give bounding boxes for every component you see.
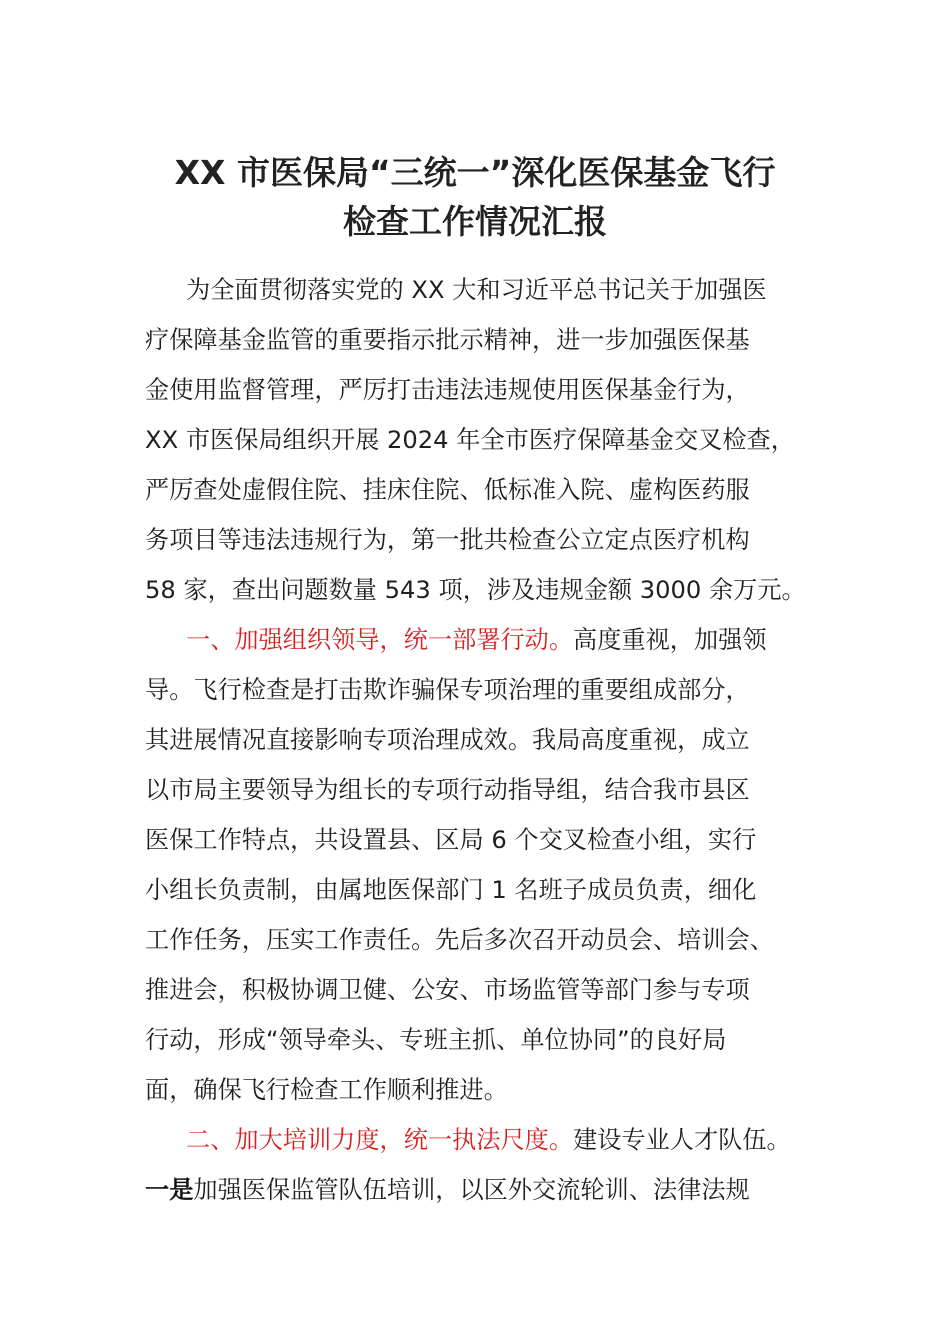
section1-line-6: 小组长负责制，由属地医保部门 1 名班子成员负责，细化	[145, 876, 757, 904]
intro-line-2: 疗保障基金监管的重要指示批示精神，进一步加强医保基	[145, 326, 750, 354]
intro-line-4: XX 市医保局组织开展 2024 年全市医疗保障基金交叉检查，	[145, 426, 795, 454]
section2-point-one-label: 一是	[145, 1176, 194, 1204]
section1-line-10: 面，确保飞行检查工作顺利推进。	[145, 1076, 508, 1104]
intro-line-1: 为全面贯彻落实党的 XX 大和习近平总书记关于加强医	[186, 276, 767, 304]
section1-line-9: 行动，形成“领导牵头、专班主抓、单位协同”的良好局	[145, 1026, 727, 1054]
intro-line-3: 金使用监督管理，严厉打击违法违规使用医保基金行为，	[145, 376, 750, 404]
section1-line-8: 推进会，积极协调卫健、公安、市场监管等部门参与专项	[145, 976, 750, 1004]
section2-first-line	[186, 1115, 791, 1165]
section1-heading: 一、加强组织领导，统一部署行动。	[186, 626, 574, 654]
section1-line-5: 医保工作特点，共设置县、区局 6 个交叉检查小组，实行	[145, 826, 757, 854]
section2-line-2-text: 加强医保监管队伍培训，以区外交流轮训、法律法规	[193, 1176, 750, 1204]
intro-line-7: 58 家，查出问题数量 543 项，涉及违规金额 3000 余万元。	[145, 576, 806, 604]
section2-first-line-text: 建设专业人才队伍。	[573, 1126, 791, 1154]
section2-heading: 二、加大培训力度，统一执法尺度。	[186, 1126, 574, 1154]
intro-line-5: 严厉查处虚假住院、挂床住院、低标准入院、虚构医药服	[145, 476, 750, 504]
section1-first-line	[186, 615, 767, 665]
section2-line-2	[145, 1165, 750, 1215]
document-title-line-1: XX 市医保局“三统一”深化医保基金飞行	[174, 153, 776, 192]
intro-line-6: 务项目等违法违规行为，第一批共检查公立定点医疗机构	[145, 526, 750, 554]
document-title-line-2: 检查工作情况汇报	[343, 202, 607, 241]
section1-line-3: 其进展情况直接影响专项治理成效。我局高度重视，成立	[145, 726, 750, 754]
section1-first-line-text: 高度重视，加强领	[573, 626, 767, 654]
section1-line-7: 工作任务，压实工作责任。先后多次召开动员会、培训会、	[145, 926, 774, 954]
section1-line-2: 导。飞行检查是打击欺诈骗保专项治理的重要组成部分，	[145, 676, 750, 704]
section1-line-4: 以市局主要领导为组长的专项行动指导组，结合我市县区	[145, 776, 750, 804]
